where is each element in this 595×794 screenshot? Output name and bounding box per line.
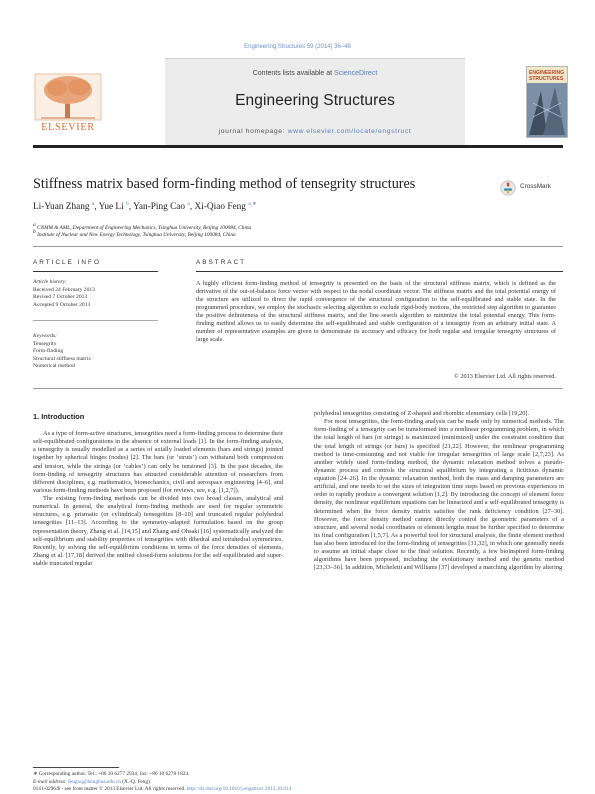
corresponding-author-note: ∗ Corresponding author. Tel.: +86 10 6277 2934; fax: +86 10 6278 1824. — [33, 771, 190, 777]
history-rule — [33, 320, 158, 321]
history-revised: Revised 7 October 2013 — [33, 294, 88, 301]
history-label: Article history: — [33, 279, 68, 285]
author-name[interactable]: Yue Li — [98, 202, 124, 213]
homepage-url[interactable]: www.elsevier.com/locate/engstruct — [287, 128, 412, 135]
author-sup[interactable]: a — [187, 201, 190, 207]
affiliation — [33, 229, 553, 238]
author-name[interactable]: Li-Yuan Zhang — [33, 202, 90, 213]
contents-prefix: Contents lists available at — [252, 70, 333, 77]
keyword-item: Tensegrity — [33, 340, 57, 347]
journal-homepage — [165, 128, 465, 135]
author-list: Li-Yuan Zhang $^a$, Yue Li $^b$, Yan-Ping Cao $^a$, Xi-Qiao Feng $^{a,∗}$ — [33, 201, 257, 213]
footnote-rule — [33, 767, 119, 768]
body-paragraph: For most tensegrities, the form-finding analysis can be made only by numerical methods. The form-finding of a tensegrity can be transformed into a nonlinear programming problem, in which the total length of bars (or strings) is maximized (minimized) under the constraint condition that the total length of strings (or bars) is specified [21,22]. However, the nonlinear programming method is time-consuming and not viable for irregular tensegrities of large scale [2,7,23]. As another widely used form-finding method, the dynamic relaxation method solves a pseudo-dynamic process and controls the structural equilibrium by integrating a fictitious dynamic equation [24–26]. In the dynamic relaxation method, both the mass and damping parameters are artificial, and one needs to set the sizes of integration time steps based on previous experiences in order to rapidly produce a convergent solution [1,2]. By introducing the concept of element force density, the nonlinear equilibrium equations can be linearized and a self-equilibrated tensegrity is determined when the force density matrix satisfies the rank deficiency condition [27–30]. However, the force density method cannot directly control the geometric parameters of a structure, and several nodal coordinates or element lengths must be further specified to determine its final configuration [1,5,7]. As a powerful tool for structural analysis, the finite element method has also been introduced for the form-finding of tensegrities [31,32], in which one generally needs to assume an initial shape close to the final solution. Recently, a few bioinspired form-finding algorithms have been proposed, including the evolutionary method and the genetic method [23,33–36]. In addition, Micheletti and Williams [37] developed a marching algorithm by altering — [314, 418, 564, 572]
crossmark-label: CrossMark — [520, 183, 551, 190]
affiliation-text: Institute of Nuclear and New Energy Technology, Tsinghua University, Beijing 100084, China — [37, 231, 236, 238]
journal-title: Engineering Structures — [235, 92, 395, 109]
crossmark-badge[interactable] — [500, 180, 570, 196]
elsevier-wordmark: ELSEVIER — [41, 122, 95, 133]
abstract-copyright: © 2013 Elsevier Ltd. All rights reserved. — [454, 373, 556, 380]
running-head[interactable]: Engineering Structures 59 (2014) 36–48 — [244, 44, 351, 50]
keyword-item: Structural stiffness matrix — [33, 355, 91, 362]
history-accepted: Accepted 9 October 2013 — [33, 301, 91, 308]
cover-title: ENGINEERING STRUCTURES — [529, 70, 565, 82]
affiliation-sup: b — [33, 229, 36, 235]
author-name[interactable]: Yan-Ping Cao — [133, 202, 186, 213]
doi-link[interactable]: http://dx.doi.org/10.1016/j.engstruct.2013.10.014 — [185, 786, 292, 792]
article-info-heading: ARTICLE INFO — [33, 259, 101, 266]
body-column-left — [33, 430, 283, 568]
email-label: E-mail address: — [33, 779, 67, 785]
email-link[interactable]: fengxq@tsinghua.edu.cn — [68, 779, 121, 785]
keyword-item: Numerical method — [33, 363, 75, 370]
article-history — [33, 279, 158, 309]
journal-cover-thumbnail[interactable] — [526, 66, 568, 138]
affiliation-sup: a — [33, 222, 36, 228]
homepage-label: journal homepage: — [218, 128, 286, 135]
keyword-item: Form-finding — [33, 348, 64, 355]
header-rule — [33, 145, 563, 148]
abstract-bottom-rule — [33, 388, 563, 389]
abstract-rule — [196, 271, 563, 272]
email-note — [33, 779, 151, 785]
keywords-label: Keywords: — [33, 333, 58, 339]
article-info-rule — [33, 271, 158, 272]
body-column-right — [314, 410, 564, 573]
abstract-text: A highly efficient form-finding method of tensegrity is presented on the basis of the structural stiffness matrix, which is defined as the derivative of the out-of-balance force vector with respect to the nodal coordinate vector. The stiffness matrix and the total potential energy of the structure are utilized to direct the rapid convergence of the structural configuration to the self-equilibrated and stable state. In the programmed procedure, we employ the stochastic selecting algorithm to exclude rigid-body motions, the restricted step algorithm to guarantee the positive definiteness of the structural stiffness matrix, and the line search algorithm to minimize the total potential energy. This form-finding method allows us to easily determine the self-equilibrated and stable configuration of a tensegrity from an arbitrary initial state. A number of representative examples are given to demonstrate its accuracy and efficacy for both regular and irregular tensegrity structures of large scale. — [196, 280, 556, 344]
author-sup[interactable]: b — [126, 201, 129, 207]
body-paragraph: The existing form-finding methods can be divided into two broad classes, analytical and numerical. In general, the analytical form-finding methods are used for regular symmetric structures, e.g. prismatic (or cylindrical) tensegrities [8–10] and truncated regular polyhedral tensegrities [11–13]. According to the symmetry-adapted formulation based on the group representation theory, Zhang et al. [14,15] and Zhang and Ohsaki [16] systematically analyzed the self-equilibrium and stability properties of tensegrities with dihedral and tetrahedral symmetries. Recently, by solving the self-equilibrium conditions in terms of the force densities of elements, Zhang et al. [17,18] derived the unified closed-form solutions for the self-equilibrated and super-stable truncated regular — [33, 495, 283, 567]
keywords — [33, 333, 158, 371]
contents-line — [165, 70, 465, 77]
abstract-heading: ABSTRACT — [196, 259, 247, 266]
email-suffix: (X.-Q. Feng). — [122, 779, 152, 785]
issn-line: 0141-0296/$ - see front matter © 2013 Elsevier Ltd. All rights reserved. http://dx.doi.org/10.1016/j.engstruct.2013.10.014 — [33, 786, 292, 792]
affiliation-rule — [33, 246, 563, 247]
crossmark-icon — [500, 180, 516, 196]
author-name[interactable]: Xi-Qiao Feng — [194, 202, 246, 213]
author-sup[interactable]: a,∗ — [248, 201, 257, 207]
body-paragraph: As a type of form-active structures, tensegrities need a form-finding process to determine their self-equilibrated configurations in the absence of external loads [1]. In the form-finding analysis, a tensegrity is usually modelled as a series of axially loaded elements (bars and strings) jointed together by spherical hinges (nodes) [2]. The bars (or ‘struts’) can withstand both compression and tension, while the strings (or ‘cables’) can only be tensioned [3]. In the past decades, the form-finding of tensegrity structures has attracted considerable attention of researchers from different disciplines, e.g. mathematics, biomechanics, civil and aerospace engineering [4–6], and various form-finding methods have been proposed (for reviews, see, e.g. [1,2,7]). — [33, 430, 283, 494]
author-sup[interactable]: a — [91, 201, 95, 207]
body-paragraph: polyhedral tensegrities consisting of Z-shaped and rhombic elementary cells [19,20]. — [314, 410, 530, 417]
section-heading: 1. Introduction — [33, 412, 85, 421]
affiliation-text: CNMM & AML, Department of Engineering Mechanics, Tsinghua University, Beijing 100084, China — [37, 224, 252, 231]
sciencedirect-link[interactable]: ScienceDirect — [334, 70, 378, 77]
history-received: Received 24 February 2013 — [33, 286, 95, 293]
article-title: Stiffness matrix based form-finding method of tensegrity structures — [33, 176, 416, 192]
